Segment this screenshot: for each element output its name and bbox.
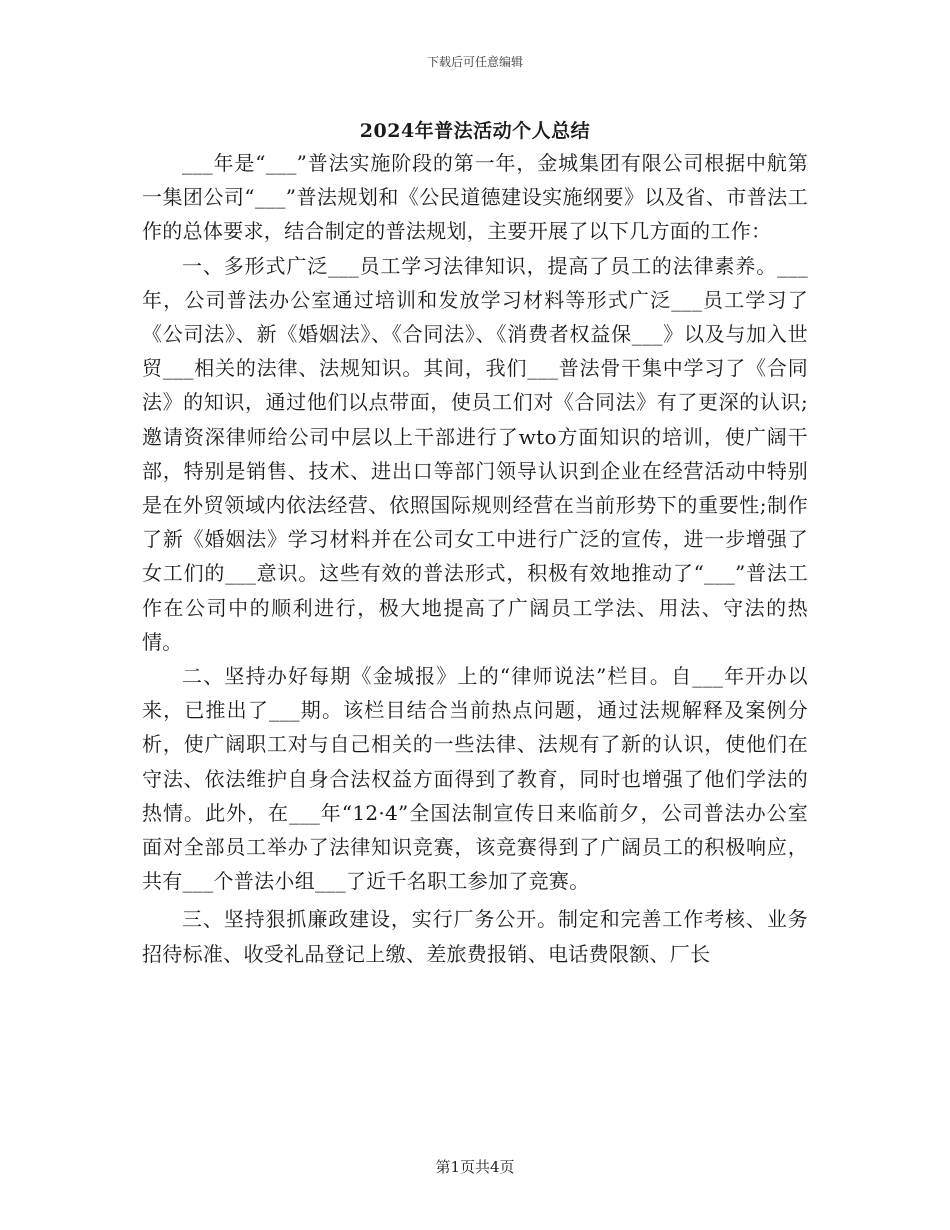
document-body [142,146,808,971]
section-two-paragraph: 二、坚持办好每期《金城报》上的“律师说法”栏目。自___年开办以来，已推出了___期。该栏目结合当前热点问题，通过法规解释及案例分析，使广阔职工对与自己相关的一些法律、法规有了新的认识，使他们在守法、依法维护自身合法权益方面得到了教育，同时也增强了他们学法的热情。此外，在___年“12·4”全国法制宣传日来临前夕，公司普法办公室面对全部员工举办了法律知识竞赛，该竞赛得到了广阔员工的积极响应，共有___个普法小组___了近千名职工参加了竞赛。 [142,664,808,894]
document-title: 2024年普法活动个人总结 [359,120,591,142]
intro-paragraph: ___年是“___”普法实施阶段的第一年，金城集团有限公司根据中航第一集团公司“___”普法规划和《公民道德建设实施纲要》以及省、市普法工作的总体要求，结合制定的普法规划，主要开展了以下几方面的工作： [142,151,808,244]
section-three-paragraph: 三、坚持狠抓廉政建设，实行厂务公开。制定和完善工作考核、业务招待标准、收受礼品登记上缴、差旅费报销、电话费限额、厂长 [142,907,808,966]
header-note: 下载后可任意编辑 [426,55,523,69]
section-one-paragraph: 一、多形式广泛___员工学习法律知识，提高了员工的法律素养。___年，公司普法办公室通过培训和发放学习材料等形式广泛___员工学习了《公司法》、新《婚姻法》、《合同法》、《消费者权益保___》以及与加入世贸___相关的法律、法规知识。其间，我们___普法骨干集中学习了《合同法》的知识，通过他们以点带面，使员工们对《合同法》有了更深的认识;邀请资深律师给公司中层以上干部进行了wto方面知识的培训，使广阔干部，特别是销售、技术、进出口等部门领导认识到企业在经营活动中特别是在外贸领域内依法经营、依照国际规则经营在当前形势下的重要性;制作了新《婚姻法》学习材料并在公司女工中进行广泛的宣传，进一步增强了女工们的___意识。这些有效的普法形式，积极有效地推动了“___”普法工作在公司中的顺利进行，极大地提高了广阔员工学法、用法、守法的热情。 [142,253,808,654]
page-footer: 第1页共4页 [435,1158,515,1176]
